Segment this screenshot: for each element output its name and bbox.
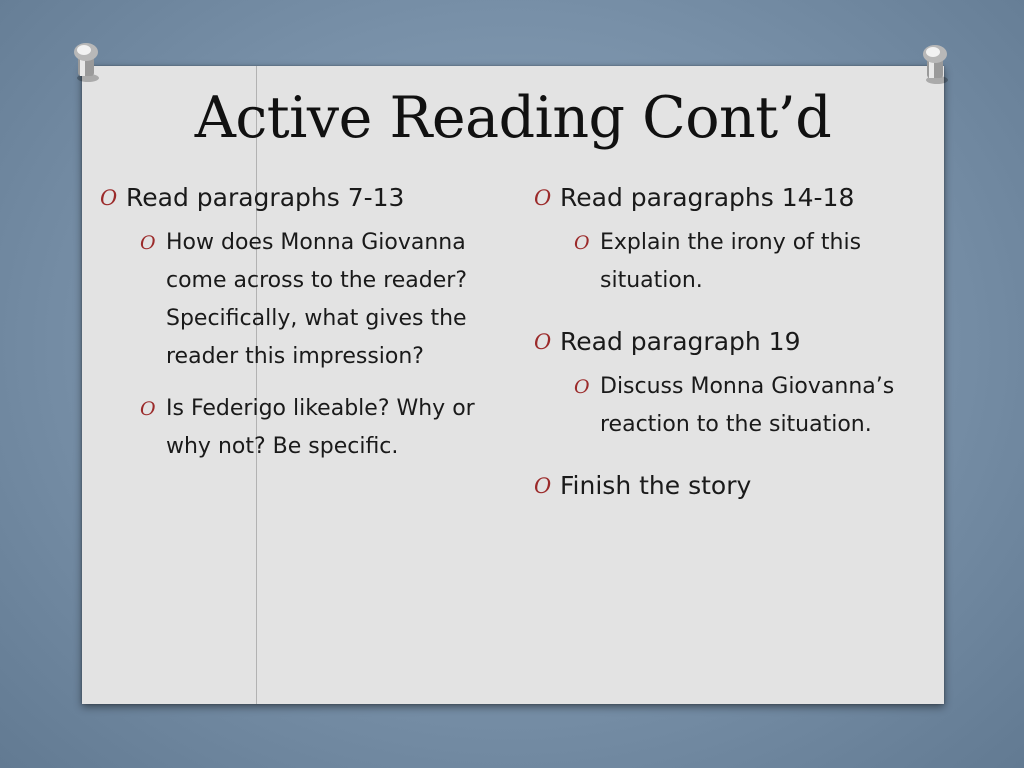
list-item	[534, 180, 934, 314]
list-item-text: Read paragraph 19	[560, 327, 801, 356]
sub-list-item	[140, 390, 480, 466]
sub-list-item	[574, 368, 934, 444]
list-item	[100, 180, 480, 480]
list-item-text: Read paragraphs 14-18	[560, 183, 855, 212]
bullet-icon: O	[534, 330, 552, 354]
list-item-text: Read paragraphs 7-13	[126, 183, 405, 212]
sub-list-item-text: Is Federigo likeable? Why or why not? Be specific.	[166, 396, 475, 459]
bullet-icon: O	[534, 474, 552, 498]
bullet-icon: O	[140, 232, 156, 254]
bullet-icon: O	[140, 398, 156, 420]
bullet-icon: O	[100, 186, 118, 210]
sub-list-item	[574, 224, 934, 300]
bullet-icon: O	[574, 376, 590, 398]
list-item-text: Finish the story	[560, 471, 752, 500]
sub-list-item-text: Explain the irony of this situation.	[600, 230, 862, 293]
sub-list-item	[140, 224, 480, 376]
sub-list-item-text: How does Monna Giovanna come across to the reader? Specifically, what gives the reader this impression?	[166, 230, 468, 369]
right-column	[534, 180, 934, 514]
list-item	[534, 468, 934, 504]
bullet-icon: O	[574, 232, 590, 254]
list-item	[534, 324, 934, 458]
sub-list-item-text: Discuss Monna Giovanna’s reaction to the situation.	[600, 374, 895, 437]
slide-title: Active Reading Cont’d	[194, 85, 832, 151]
bullet-icon: O	[534, 186, 552, 210]
left-column	[100, 180, 480, 490]
